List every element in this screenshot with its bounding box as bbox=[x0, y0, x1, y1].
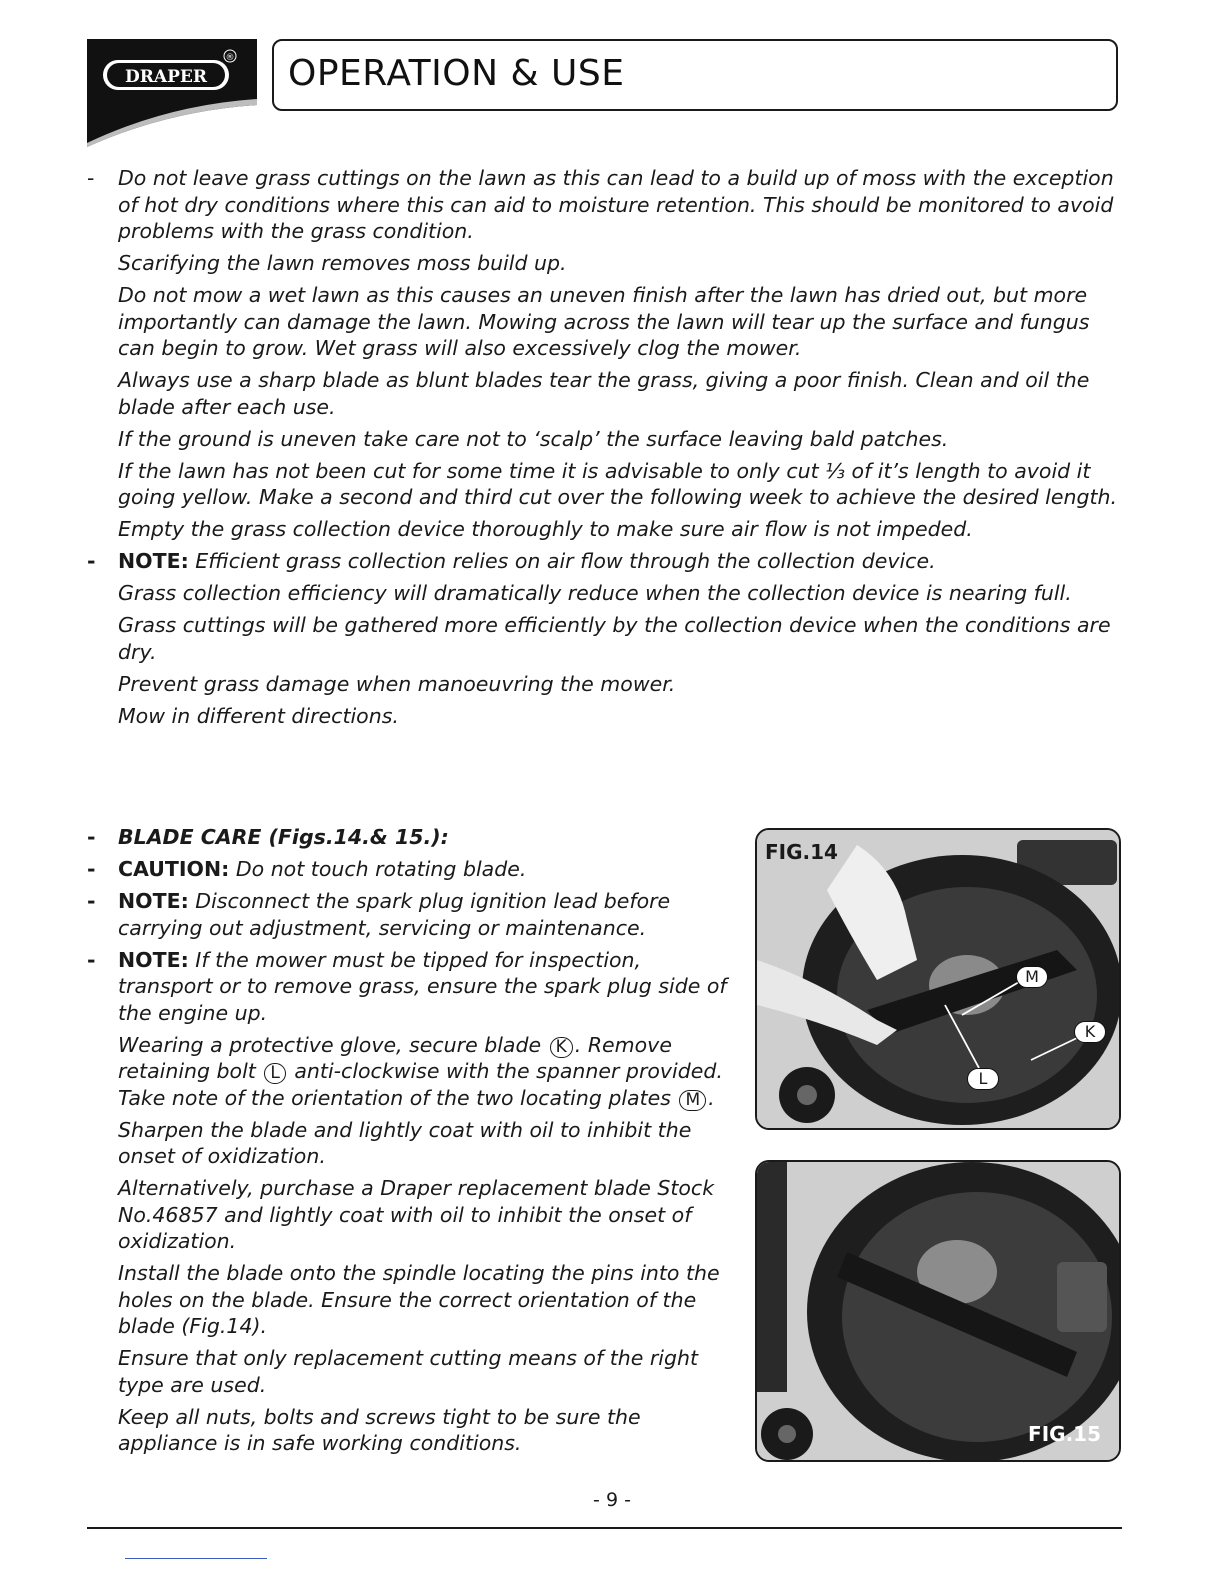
brand-logo-text: DRAPER bbox=[125, 67, 207, 87]
marker-l-inline: L bbox=[264, 1063, 285, 1084]
list-item: Sharpen the blade and lightly coat with oil to inhibit the onset of oxidization. bbox=[118, 1117, 692, 1168]
figure-14-label: FIG.14 bbox=[765, 840, 838, 864]
list-item: Wearing a protective glove, secure blade K . Remove retaining bolt L anti-clockwise with the spanner provided. Take note of the orientation of the two locating plates M . bbox=[118, 1032, 723, 1110]
list-item: Keep all nuts, bolts and screws tight to be sure the appliance is in safe working conditions. bbox=[118, 1404, 641, 1455]
marker-m-inline: M bbox=[679, 1090, 706, 1111]
caution-item: - CAUTION: Do not touch rotating blade. bbox=[87, 857, 527, 881]
list-item: Prevent grass damage when manoeuvring the mower. bbox=[118, 671, 676, 696]
section-title-box bbox=[272, 39, 1118, 111]
list-item: Mow in different directions. bbox=[118, 703, 399, 728]
operation-notes bbox=[87, 165, 1122, 735]
marker-k: K bbox=[1074, 1021, 1106, 1043]
list-item: Ensure that only replacement cutting means of the right type are used. bbox=[118, 1346, 699, 1397]
list-item: Install the blade onto the spindle locating the pins into the holes on the blade. Ensure the correct orientation of the blade (Fig.14). bbox=[118, 1261, 720, 1338]
list-item: Scarifying the lawn removes moss build up. bbox=[118, 251, 567, 275]
marker-l: L bbox=[967, 1068, 999, 1090]
list-item: Empty the grass collection device thoroughly to make sure air flow is not impeded. bbox=[118, 517, 973, 541]
list-item: - Do not leave grass cuttings on the lawn as this can lead to a build up of moss with the exception of hot dry conditions where this can aid to moisture retention. This should be monitored to avoid problems with the grass condition. bbox=[87, 166, 1114, 243]
blade-care-section bbox=[87, 824, 727, 1462]
footer-link-underline bbox=[125, 1558, 267, 1559]
blade-care-heading: - BLADE CARE (Figs.14.& 15.): bbox=[87, 825, 449, 849]
list-item: Alternatively, purchase a Draper replacement blade Stock No.46857 and lightly coat with oil to inhibit the onset of oxidization. bbox=[118, 1176, 715, 1253]
list-item: Always use a sharp blade as blunt blades tear the grass, giving a poor finish. Clean and oil the blade after each use. bbox=[118, 368, 1090, 419]
figure-15-label: FIG.15 bbox=[1028, 1422, 1101, 1446]
marker-m: M bbox=[1016, 966, 1048, 988]
page-number: - 9 - bbox=[593, 1489, 631, 1511]
list-item: If the lawn has not been cut for some time it is advisable to only cut ⅓ of it’s length to avoid it going yellow. Make a second and third cut over the following week to achieve the desired length. bbox=[118, 458, 1118, 509]
brand-logo-tab bbox=[87, 39, 257, 147]
figure-15 bbox=[755, 1160, 1121, 1462]
footer-divider bbox=[87, 1527, 1122, 1529]
figure-15-illustration bbox=[757, 1162, 1121, 1462]
note-item: - NOTE: If the mower must be tipped for inspection, transport or to remove grass, ensure the spark plug side of the engine up. bbox=[87, 947, 727, 1025]
note-item: - NOTE: Efficient grass collection relies on air flow through the collection device. bbox=[87, 549, 936, 573]
figure-14-illustration bbox=[757, 830, 1121, 1130]
list-item: Do not mow a wet lawn as this causes an uneven finish after the lawn has dried out, but more importantly can damage the lawn. Mowing across the lawn will tear up the surface and fungus can begin to grow. Wet grass will also excessively clog the mower. bbox=[118, 283, 1090, 360]
list-item: Grass collection efficiency will dramatically reduce when the collection device is nearing full. bbox=[118, 581, 1072, 605]
note-item: - NOTE: Disconnect the spark plug ignition lead before carrying out adjustment, servicing or maintenance. bbox=[87, 889, 671, 940]
list-item: If the ground is uneven take care not to ‘scalp’ the surface leaving bald patches. bbox=[118, 426, 949, 451]
marker-k-inline: K bbox=[550, 1037, 573, 1058]
registered-mark: ® bbox=[225, 53, 235, 63]
page-title: OPERATION & USE bbox=[288, 53, 625, 94]
figure-14 bbox=[755, 828, 1121, 1130]
list-item: Grass cuttings will be gathered more efficiently by the collection device when the conditions are dry. bbox=[118, 613, 1111, 664]
